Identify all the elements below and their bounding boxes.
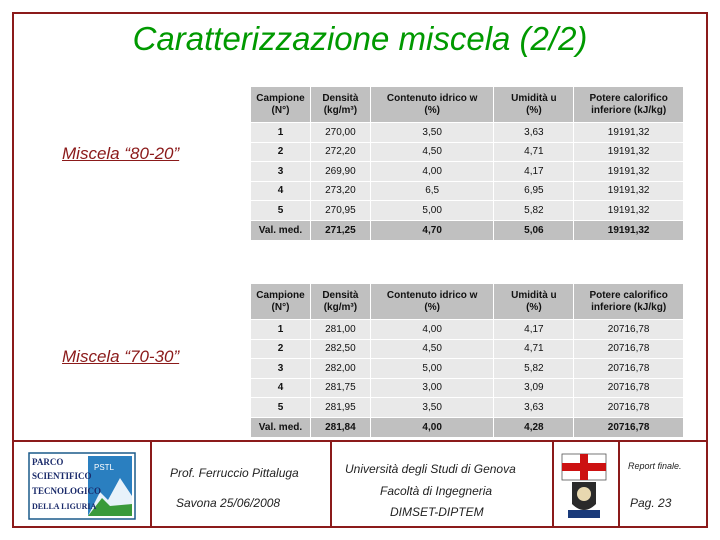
header-line-1: Potere calorifico — [589, 289, 668, 301]
table-cell: 4,00 — [370, 320, 494, 340]
table-cell: 6,5 — [370, 181, 494, 201]
table-cell: 4,28 — [494, 417, 574, 437]
table-row — [251, 162, 684, 182]
table-cell: 3,00 — [370, 378, 494, 398]
table-cell: 19191,32 — [574, 220, 684, 240]
table-cell: Val. med. — [251, 220, 311, 240]
header-line-2: (%) — [424, 104, 440, 116]
table-cell: Val. med. — [251, 417, 311, 437]
university-crest — [558, 452, 610, 522]
table-cell: 3,50 — [370, 398, 494, 418]
table-header-cell — [494, 284, 574, 320]
table-row — [251, 181, 684, 201]
university: Università degli Studi di Genova — [345, 462, 516, 476]
table-mix-70-30 — [250, 283, 684, 438]
table-cell: 3,63 — [494, 398, 574, 418]
table-cell: 20716,78 — [574, 417, 684, 437]
author: Prof. Ferruccio Pittaluga — [170, 466, 299, 480]
table-cell: 3,63 — [494, 123, 574, 143]
table-header-row — [251, 87, 684, 123]
table-row — [251, 339, 684, 359]
table-cell: 281,00 — [310, 320, 370, 340]
table-cell: 4,17 — [494, 320, 574, 340]
table-cell: 5,00 — [370, 359, 494, 379]
table-header-cell — [251, 284, 311, 320]
page-indicator — [630, 496, 671, 510]
table-cell: 281,95 — [310, 398, 370, 418]
table-cell: 282,50 — [310, 339, 370, 359]
table-cell: 270,00 — [310, 123, 370, 143]
table-cell: 4,17 — [494, 162, 574, 182]
logo-line-1: PARCO — [32, 457, 64, 467]
header-line-2: (%) — [526, 104, 542, 116]
report-label: Report finale. — [628, 461, 682, 471]
table-mix-80-20 — [250, 86, 684, 241]
table-row — [251, 320, 684, 340]
table-cell: 3,50 — [370, 123, 494, 143]
logo-line-2: SCIENTIFICO — [32, 471, 92, 481]
logo-badge: PSTL — [94, 463, 115, 472]
table-cell: 281,84 — [310, 417, 370, 437]
footer-divider-4 — [618, 440, 620, 528]
table-average-row — [251, 417, 684, 437]
footer-divider-2 — [330, 440, 332, 528]
table-header-cell — [370, 284, 494, 320]
table-average-row — [251, 220, 684, 240]
place-date: Savona 25/06/2008 — [176, 496, 281, 510]
header-line-1: Contenuto idrico w — [386, 289, 478, 301]
table-cell: 3 — [251, 359, 311, 379]
header-line-2: (%) — [526, 301, 542, 313]
table-cell: 4 — [251, 378, 311, 398]
table-row — [251, 123, 684, 143]
table-cell: 273,20 — [310, 181, 370, 201]
table-cell: 19191,32 — [574, 181, 684, 201]
table-cell: 5,82 — [494, 359, 574, 379]
table-cell: 5 — [251, 398, 311, 418]
mix-label-80-20: Miscela “80-20” — [62, 144, 180, 163]
header-line-2: (kg/m³) — [323, 301, 358, 313]
table-cell: 1 — [251, 123, 311, 143]
table-cell: 2 — [251, 339, 311, 359]
header-line-2: (N°) — [271, 301, 290, 313]
table-cell: 272,20 — [310, 142, 370, 162]
table-row — [251, 378, 684, 398]
table-cell: 5,00 — [370, 201, 494, 221]
table-cell: 281,75 — [310, 378, 370, 398]
table-cell: 19191,32 — [574, 142, 684, 162]
table-header-cell — [574, 284, 684, 320]
pstl-logo-graphic — [28, 452, 136, 520]
table-cell: 4,00 — [370, 162, 494, 182]
footer-divider-3 — [552, 440, 554, 528]
table-cell: 19191,32 — [574, 123, 684, 143]
table-cell: 6,95 — [494, 181, 574, 201]
table-header-cell — [251, 87, 311, 123]
table-cell: 20716,78 — [574, 339, 684, 359]
table-header-cell — [310, 284, 370, 320]
pstl-logo — [28, 452, 136, 520]
table-cell: 3 — [251, 162, 311, 182]
header-line-2: inferiore (kJ/kg) — [591, 104, 667, 116]
table-cell: 4,50 — [370, 142, 494, 162]
table-cell: 269,90 — [310, 162, 370, 182]
table-cell: 5,06 — [494, 220, 574, 240]
logo-line-3: TECNOLOGICO — [32, 486, 102, 496]
mix-label-70-30: Miscela “70-30” — [62, 347, 180, 366]
header-line-2: inferiore (kJ/kg) — [591, 301, 667, 313]
table-cell: 5,82 — [494, 201, 574, 221]
footer-divider — [14, 440, 706, 442]
table-header-cell — [370, 87, 494, 123]
table-cell: 271,25 — [310, 220, 370, 240]
table-cell: 270,95 — [310, 201, 370, 221]
table-cell: 19191,32 — [574, 162, 684, 182]
header-line-2: (%) — [424, 301, 440, 313]
table-cell: 2 — [251, 142, 311, 162]
header-line-1: Densità — [322, 289, 359, 301]
table-cell: 3,09 — [494, 378, 574, 398]
page-number: 23 — [658, 496, 672, 510]
table-cell: 5 — [251, 201, 311, 221]
table-header-cell — [310, 87, 370, 123]
table-row — [251, 359, 684, 379]
header-line-1: Densità — [322, 92, 359, 104]
table-header-row — [251, 284, 684, 320]
table-cell: 4,71 — [494, 339, 574, 359]
table-header-cell — [574, 87, 684, 123]
table-cell: 4,50 — [370, 339, 494, 359]
table-cell: 282,00 — [310, 359, 370, 379]
table-cell: 4,70 — [370, 220, 494, 240]
table-cell: 20716,78 — [574, 320, 684, 340]
header-line-2: (kg/m³) — [323, 104, 358, 116]
header-line-1: Potere calorifico — [589, 92, 668, 104]
logo-line-4: DELLA LIGURIA — [32, 502, 97, 511]
table-header-cell — [494, 87, 574, 123]
table-cell: 20716,78 — [574, 378, 684, 398]
footer-divider-1 — [150, 440, 152, 528]
faculty: Facoltà di Ingegneria — [380, 484, 493, 498]
header-line-1: Contenuto idrico w — [386, 92, 478, 104]
page-prefix: Pag. — [630, 496, 655, 510]
header-line-1: Campione — [256, 289, 305, 301]
table-cell: 1 — [251, 320, 311, 340]
header-line-2: (N°) — [271, 104, 290, 116]
table-cell: 4,00 — [370, 417, 494, 437]
table-cell: 20716,78 — [574, 398, 684, 418]
page-title: Caratterizzazione miscela (2/2) — [132, 20, 588, 57]
table-cell: 4,71 — [494, 142, 574, 162]
table-row — [251, 142, 684, 162]
header-line-1: Campione — [256, 92, 305, 104]
department: DIMSET-DIPTEM — [390, 505, 484, 519]
table-cell: 19191,32 — [574, 201, 684, 221]
header-line-1: Umidità u — [511, 289, 557, 301]
table-row — [251, 201, 684, 221]
table-row — [251, 398, 684, 418]
header-line-1: Umidità u — [511, 92, 557, 104]
table-cell: 20716,78 — [574, 359, 684, 379]
table-cell: 4 — [251, 181, 311, 201]
crest-icon — [558, 452, 610, 522]
